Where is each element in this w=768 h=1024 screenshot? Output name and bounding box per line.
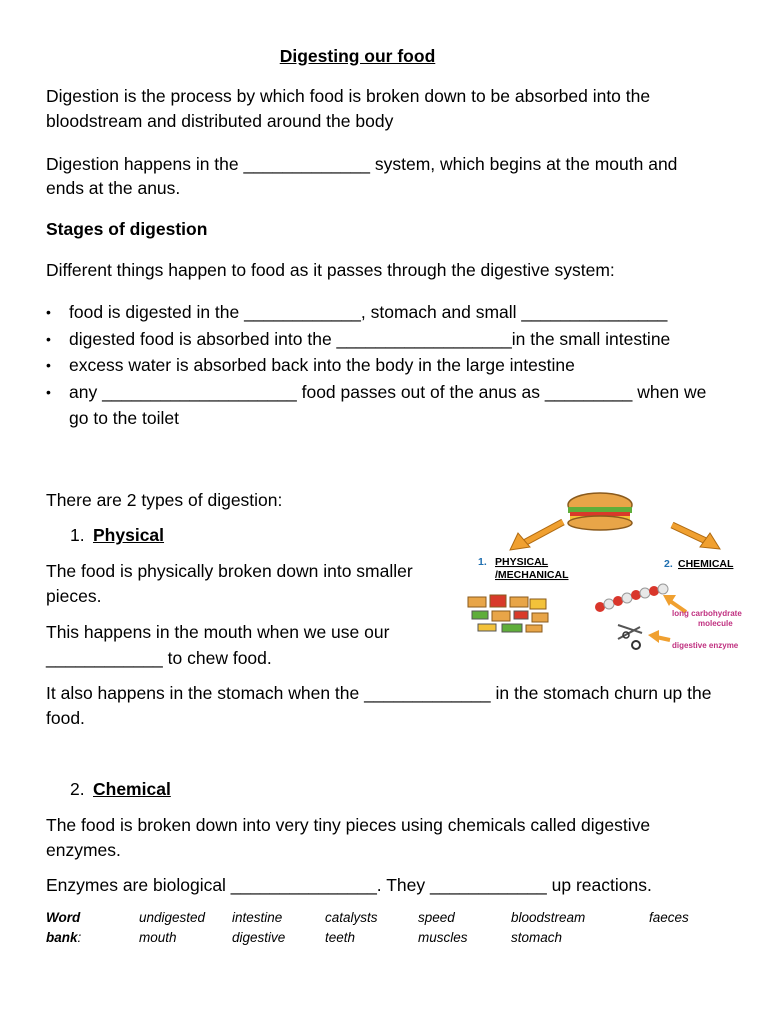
list-item: • excess water is absorbed back into the body in the large intestine — [46, 352, 726, 379]
diagram-chemical-label: CHEMICAL — [678, 558, 734, 570]
chemical-label: Chemical — [93, 779, 171, 799]
digestion-types-diagram — [460, 485, 760, 660]
types-lead: There are 2 types of digestion: — [46, 490, 283, 510]
word-bank-word: mouth — [139, 929, 177, 945]
diagram-chemical-number: 2. — [664, 558, 673, 570]
sandwich-icon — [568, 493, 632, 530]
molecule-label-line-1: long carbohydrate — [672, 609, 742, 618]
scissors-icon — [618, 625, 642, 649]
stages-list — [46, 299, 726, 432]
chemical-text-2: Enzymes are biological _______________. They ____________ up reactions. — [46, 875, 652, 895]
list-item: • any ____________________ food passes out of the anus as _________ when we go to the toilet — [46, 379, 709, 432]
chemical-number: 2. — [70, 779, 85, 799]
word-bank-word: undigested — [139, 910, 206, 925]
physical-text-2a: This happens in the mouth when we use our — [46, 622, 390, 642]
diagram-mechanical-label: /MECHANICAL — [495, 569, 569, 581]
word-bank-label-text: Word bank — [46, 910, 81, 945]
physical-text-3: It also happens in the stomach when the _____________ in the stomach churn up the food. — [46, 683, 712, 728]
broken-sandwich-icon — [468, 595, 548, 632]
list-item: • food is digested in the ____________, stomach and small _______________ — [46, 299, 726, 326]
chemical-heading — [70, 777, 171, 802]
word-bank-word: bloodstream — [511, 910, 586, 925]
stages-lead: Different things happen to food as it passes through the digestive system: — [46, 260, 615, 280]
word-bank-word: teeth — [325, 929, 356, 945]
physical-heading — [70, 523, 164, 548]
diagram-physical-label: PHYSICAL — [495, 556, 549, 568]
physical-text-2b: ____________ to chew food. — [46, 648, 272, 668]
physical-text-1b: pieces. — [46, 586, 102, 606]
word-bank-colon: : — [77, 929, 82, 945]
stages-heading: Stages of digestion — [46, 219, 208, 239]
word-bank-word: muscles — [418, 929, 468, 945]
word-bank-word: digestive — [232, 929, 286, 945]
carbohydrate-molecule-icon — [595, 584, 668, 612]
word-bank-word: intestine — [232, 910, 283, 925]
intro-system-line-1: Digestion happens in the _____________ system, which begins at the mouth and — [46, 154, 678, 174]
word-bank-label — [46, 908, 81, 947]
intro-system-line-2: ends at the anus. — [46, 178, 181, 198]
enzyme-label: digestive enzyme — [672, 641, 739, 650]
physical-label: Physical — [93, 525, 165, 545]
physical-number: 1. — [70, 525, 85, 545]
word-bank-word: stomach — [511, 929, 563, 945]
word-bank-word: speed — [418, 910, 455, 925]
page-title: Digesting our food — [279, 46, 436, 66]
word-bank-word: catalysts — [325, 910, 378, 925]
intro-paragraph: Digestion is the process by which food is broken down to be absorbed into the bloodstream and distributed around the body — [46, 86, 651, 131]
chemical-text-1: The food is broken down into very tiny pieces using chemicals called digestive enzymes. — [46, 815, 651, 860]
word-bank-word: faeces — [649, 910, 689, 925]
list-item: • digested food is absorbed into the __________________in the small intestine — [46, 326, 726, 353]
diagram-physical-number: 1. — [478, 556, 487, 568]
arrow-right-icon — [672, 525, 720, 549]
molecule-label-line-2: molecule — [698, 619, 733, 628]
physical-text-1a: The food is physically broken down into smaller — [46, 561, 413, 581]
arrow-left-icon — [510, 522, 563, 550]
enzyme-arrow-icon — [648, 630, 670, 643]
